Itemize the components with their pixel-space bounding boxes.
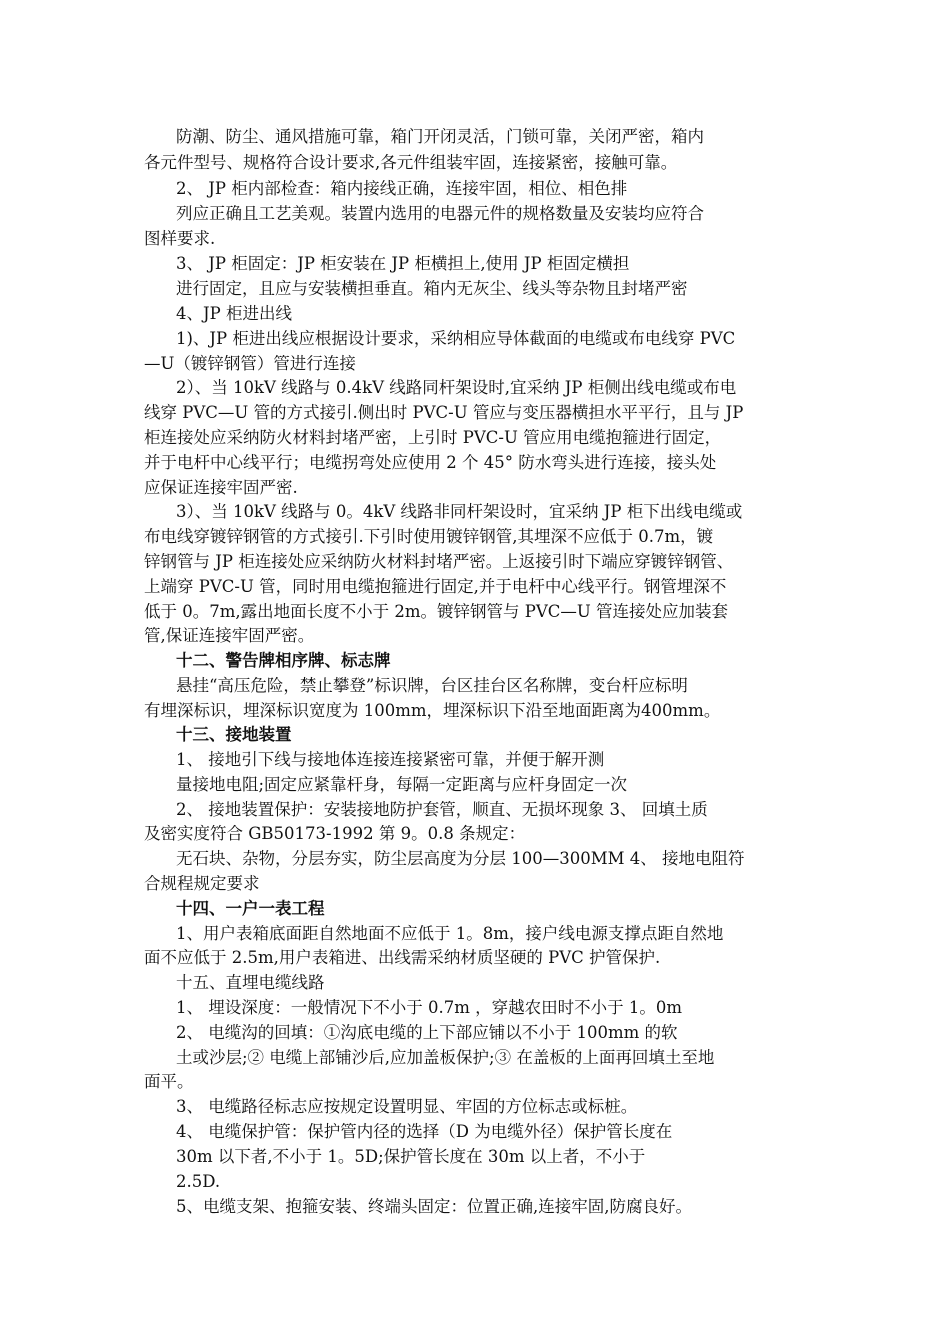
text-line: 上端穿 PVC-U 管，同时用电缆抱箍进行固定,并于电杆中心线平行。钢管埋深不: [144, 577, 727, 596]
text-line: 量接地电阻;固定应紧靠杆身，每隔一定距离与应杆身固定一次: [176, 775, 628, 794]
text-line: 并于电杆中心线平行；电缆拐弯处应使用 2 个 45° 防水弯头进行连接，接头处: [144, 453, 717, 472]
text-line: 防潮、防尘、通风措施可靠，箱门开闭灵活，门锁可靠，关闭严密，箱内: [176, 127, 704, 146]
text-line: 布电线穿镀锌钢管的方式接引.下引时使用镀锌钢管,其埋深不应低于 0.7m，镀: [144, 527, 714, 546]
text-line: 低于 0。7m,露出地面长度不小于 2m。镀锌钢管与 PVC—U 管连接处应加装套: [144, 602, 729, 621]
text-line: —U（镀锌钢管）管进行连接: [144, 354, 356, 373]
text-line: 合规程规定要求: [144, 874, 260, 893]
text-line: 1、用户表箱底面距自然地面不应低于 1。8m，接户线电源支撑点距自然地: [176, 924, 724, 943]
text-line: 列应正确且工艺美观。装置内选用的电器元件的规格数量及安装均应符合: [176, 204, 704, 223]
text-line: 3）、当 10kV 线路与 0。4kV 线路非同杆架设时，宜采纳 JP 柜下出线电缆或: [176, 502, 743, 521]
text-line: 面平。: [144, 1072, 194, 1091]
text-line: 进行固定，且应与安装横担垂直。箱内无灰尘、线头等杂物且封堵严密: [176, 279, 688, 298]
text-line: 2）、当 10kV 线路与 0.4kV 线路同杆架设时,宜采纳 JP 柜侧出线电缆或布电: [176, 378, 737, 397]
text-line: 应保证连接牢固严密.: [144, 478, 298, 497]
text-line: 柜连接处应采纳防火材料封堵严密，上引时 PVC-U 管应用电缆抱箍进行固定，: [144, 428, 722, 447]
text-line: 2.5D.: [176, 1172, 221, 1191]
text-line: 锌钢管与 JP 柜连接处应采纳防火材料封堵严密。上返接引时下端应穿镀锌钢管、: [144, 552, 734, 571]
text-line: 1)、JP 柜进出线应根据设计要求，采纳相应导体截面的电缆或布电线穿 PVC: [176, 329, 736, 348]
text-line: 3、 电缆路径标志应按规定设置明显、牢固的方位标志或标桩。: [176, 1097, 638, 1116]
text-line: 2、 JP 柜内部检查：箱内接线正确，连接牢固，相位、相色排: [176, 179, 628, 198]
section-heading: 十二、警告牌相序牌、标志牌: [176, 651, 391, 670]
text-line: 面不应低于 2.5m,用户表箱进、出线需采纳材质坚硬的 PVC 护管保护.: [144, 948, 661, 967]
text-line: 管,保证连接牢固严密。: [144, 626, 315, 645]
text-line: 图样要求.: [144, 229, 216, 248]
text-line: 30m 以下者,不小于 1。5D;保护管长度在 30m 以上者，不小于: [176, 1147, 646, 1166]
text-line: 有埋深标识，埋深标识宽度为 100mm，埋深标识下沿至地面距离为400mm。: [144, 701, 721, 720]
section-heading: 十五、直埋电缆线路: [176, 973, 325, 992]
text-line: 线穿 PVC—U 管的方式接引.侧出时 PVC-U 管应与变压器横担水平平行，且与 JP: [144, 403, 744, 422]
text-line: 土或沙层;② 电缆上部铺沙后,应加盖板保护;③ 在盖板的上面再回填土至地: [176, 1048, 715, 1067]
text-line: 5、电缆支架、抱箍安装、终端头固定：位置正确,连接牢固,防腐良好。: [176, 1197, 692, 1216]
text-line: 及密实度符合 GB50173-1992 第 9。0.8 条规定：: [144, 824, 526, 843]
text-line: 2、 电缆沟的回填：①沟底电缆的上下部应铺以不小于 100mm 的软: [176, 1023, 678, 1042]
text-line: 4、 电缆保护管：保护管内径的选择（D 为电缆外径）保护管长度在: [176, 1122, 673, 1141]
text-line: 各元件型号、规格符合设计要求,各元件组装牢固，连接紧密，接触可靠。: [144, 153, 678, 172]
text-line: 1、 接地引下线与接地体连接连接紧密可靠，并便于解开测: [176, 750, 605, 769]
text-line: 悬挂“高压危险，禁止攀登”标识牌，台区挂台区名称牌，变台杆应标明: [176, 676, 688, 695]
section-heading: 十三、接地装置: [176, 725, 292, 744]
text-line: 3、 JP 柜固定：JP 柜安装在 JP 柜横担上,使用 JP 柜固定横担: [176, 254, 630, 273]
section-heading: 十四、一户一表工程: [176, 899, 325, 918]
text-line: 2、 接地装置保护：安装接地防护套管，顺直、无损坏现象 3、 回填土质: [176, 800, 708, 819]
text-line: 4、JP 柜进出线: [176, 304, 292, 323]
text-line: 无石块、杂物，分层夯实，防尘层高度为分层 100—300MM 4、 接地电阻符: [176, 849, 745, 868]
text-line: 1、 埋设深度：一般情况下不小于 0.7m ，穿越农田时不小于 1。0m: [176, 998, 683, 1017]
